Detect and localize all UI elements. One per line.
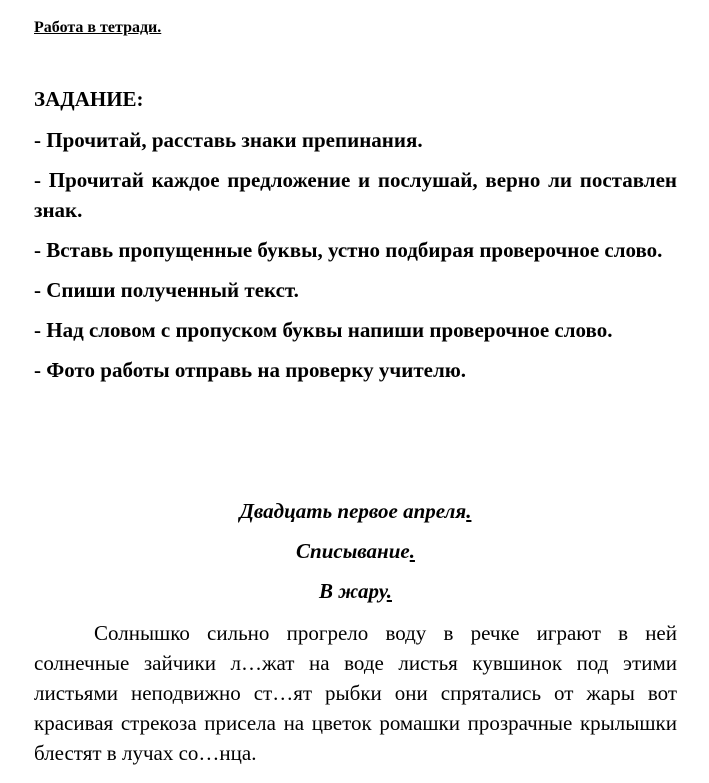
exercise-paragraph: Солнышко сильно прогрело воду в речке играют в ней солнечные зайчики л…жат на воде листья кувшинок под этими листьями неподвижно ст…ят рыбки они спрятались от жары вот красивая стрекоза присела на цветок ромашки прозрачные крылышки блестят в лучах со…нца. [34,621,677,765]
task-item: - Спиши полученный текст. [34,278,299,302]
task-item: - Прочитай каждое предложение и послушай, верно ли поставлен знак. [34,168,677,222]
task-item: - Вставь пропущенные буквы, устно подбирая проверочное слово. [34,238,663,262]
task-item: - Фото работы отправь на проверку учителю. [34,358,467,382]
task-title: ЗАДАНИЕ: [34,87,144,111]
work-heading: Работа в тетради. [34,19,162,36]
work-type-text: Списывание [296,539,410,563]
work-type-title [34,538,677,564]
date-text: Двадцать первое апреля [239,499,467,523]
text-title-dot: . [386,579,392,603]
task-item: - Прочитай, расставь знаки препинания. [34,128,423,152]
text-title [34,578,677,604]
work-type-dot: . [409,539,415,563]
date-dot: . [466,499,472,523]
date-title [34,498,677,524]
task-item: - Над словом с пропуском буквы напиши проверочное слово. [34,318,613,342]
text-title-text: В жару [319,579,387,603]
task-list [34,125,677,395]
